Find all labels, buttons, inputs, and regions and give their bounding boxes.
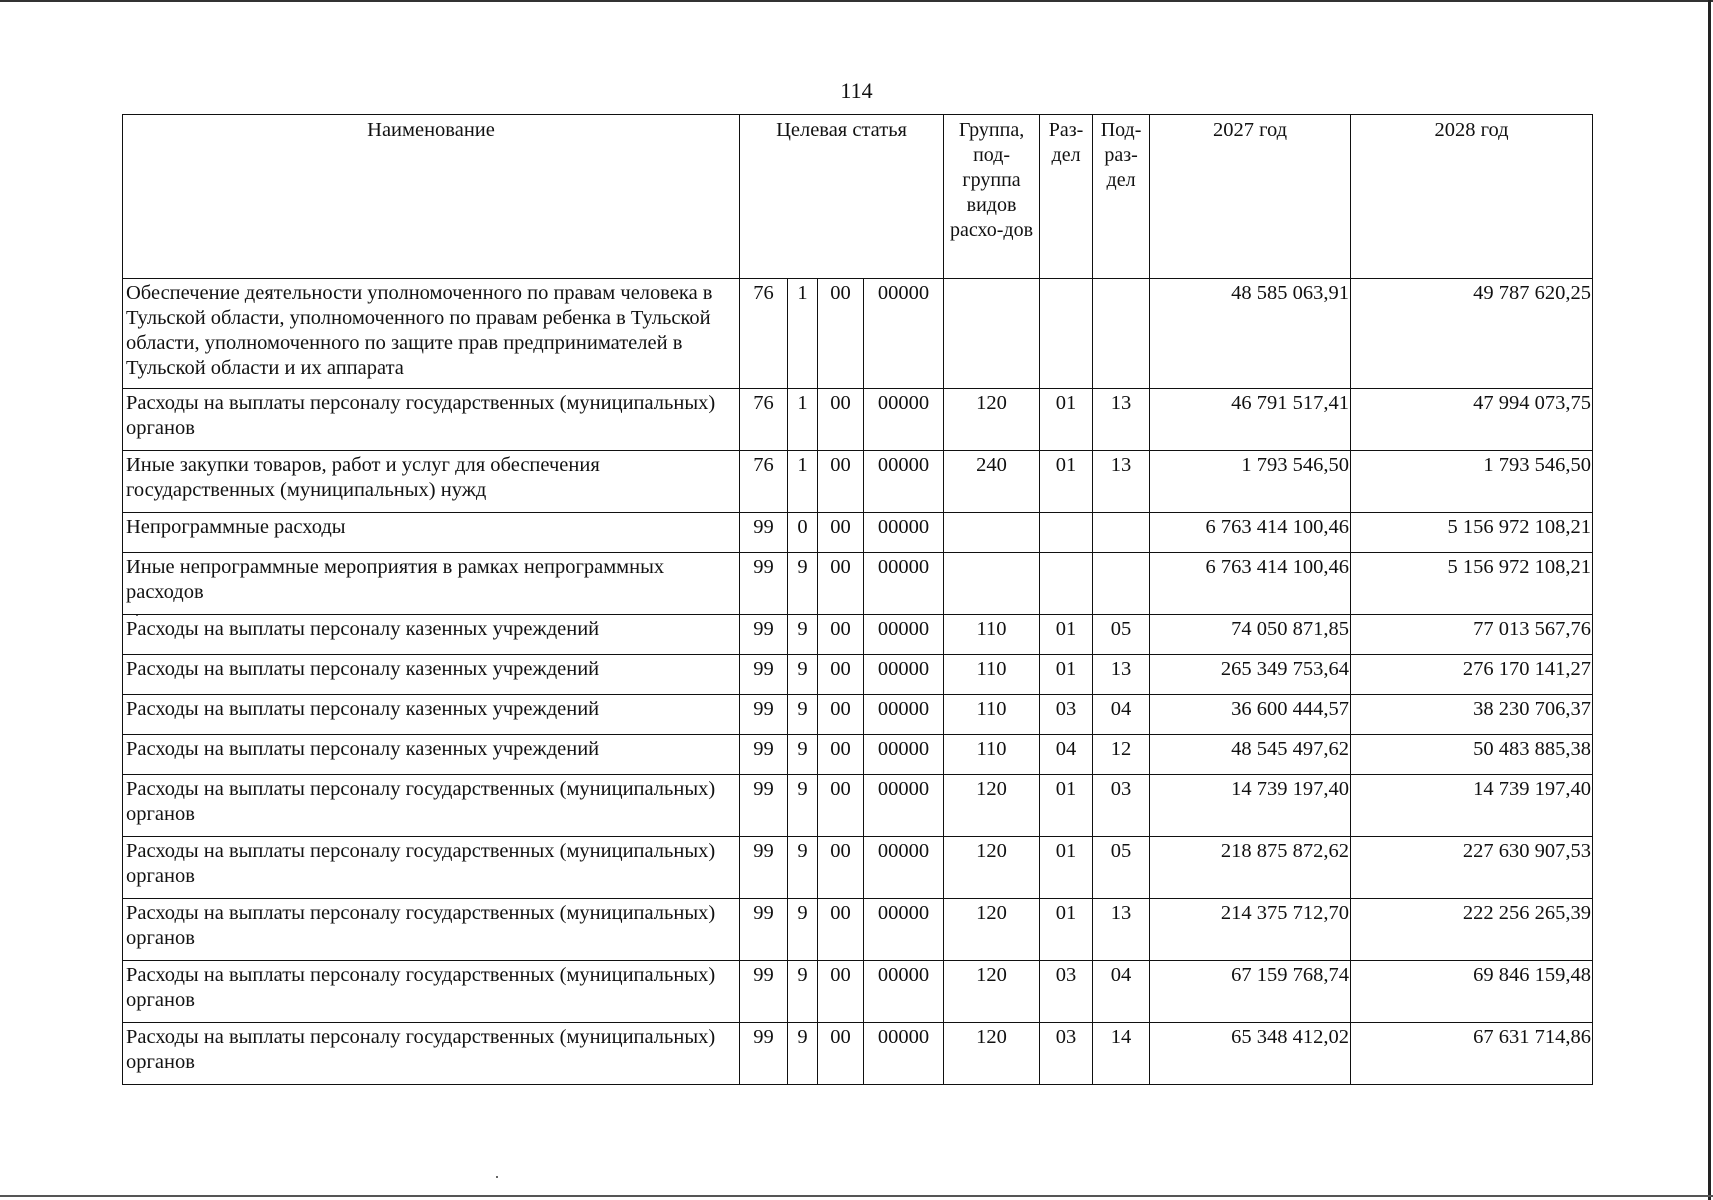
amount-2027: 265 349 753,64 <box>1150 655 1351 695</box>
row-name: Расходы на выплаты персоналу государственных (муниципальных) органов <box>123 899 740 961</box>
target-article-subprogram: 0 <box>788 513 818 553</box>
row-name: Расходы на выплаты персоналу государственных (муниципальных) органов <box>123 961 740 1023</box>
target-article-subprogram: 9 <box>788 837 818 899</box>
target-article-program: 76 <box>740 279 788 389</box>
amount-2027: 1 793 546,50 <box>1150 451 1351 513</box>
amount-2028: 14 739 197,40 <box>1351 775 1593 837</box>
expense-group <box>944 553 1040 615</box>
target-article-subprogram: 9 <box>788 899 818 961</box>
target-article-program: 76 <box>740 389 788 451</box>
row-name: Расходы на выплаты персоналу казенных учреждений <box>123 695 740 735</box>
target-article-program: 99 <box>740 899 788 961</box>
row-name: Иные закупки товаров, работ и услуг для обеспечения государственных (муниципальных) нужд <box>123 451 740 513</box>
subsection: 05 <box>1093 615 1150 655</box>
header-year-2027: 2027 год <box>1150 115 1351 279</box>
amount-2028: 69 846 159,48 <box>1351 961 1593 1023</box>
row-name: Расходы на выплаты персоналу казенных учреждений <box>123 735 740 775</box>
section: 01 <box>1040 451 1093 513</box>
expense-group: 110 <box>944 735 1040 775</box>
section: 01 <box>1040 389 1093 451</box>
target-article-program: 99 <box>740 655 788 695</box>
amount-2027: 6 763 414 100,46 <box>1150 513 1351 553</box>
section: 01 <box>1040 775 1093 837</box>
header-group-text: Группа, под-группа видов расхо-дов <box>950 119 1034 241</box>
table-row <box>123 899 1593 961</box>
amount-2028: 5 156 972 108,21 <box>1351 553 1593 615</box>
table-row <box>123 389 1593 451</box>
amount-2028: 47 994 073,75 <box>1351 389 1593 451</box>
target-article-direction: 00000 <box>864 775 944 837</box>
amount-2027: 14 739 197,40 <box>1150 775 1351 837</box>
target-article-main-event: 00 <box>818 775 864 837</box>
subsection: 13 <box>1093 389 1150 451</box>
target-article-subprogram: 1 <box>788 451 818 513</box>
target-article-direction: 00000 <box>864 695 944 735</box>
amount-2027: 48 585 063,91 <box>1150 279 1351 389</box>
section: 04 <box>1040 735 1093 775</box>
target-article-program: 99 <box>740 553 788 615</box>
amount-2027: 36 600 444,57 <box>1150 695 1351 735</box>
target-article-subprogram: 9 <box>788 1023 818 1085</box>
page-number: 114 <box>840 78 873 103</box>
target-article-direction: 00000 <box>864 451 944 513</box>
section: 01 <box>1040 655 1093 695</box>
amount-2027: 48 545 497,62 <box>1150 735 1351 775</box>
section <box>1040 513 1093 553</box>
expense-group: 110 <box>944 695 1040 735</box>
table-row <box>123 735 1593 775</box>
amount-2028: 67 631 714,86 <box>1351 1023 1593 1085</box>
header-target-article: Целевая статья <box>740 115 944 279</box>
scan-bottom-border <box>0 1195 1713 1197</box>
target-article-direction: 00000 <box>864 735 944 775</box>
table-row <box>123 553 1593 615</box>
row-name: Расходы на выплаты персоналу казенных учреждений <box>123 655 740 695</box>
scan-right-edge <box>1708 0 1711 1200</box>
row-name: Иные непрограммные мероприятия в рамках непрограммных расходов <box>123 553 740 615</box>
row-name: Расходы на выплаты персоналу государственных (муниципальных) органов <box>123 389 740 451</box>
row-name: Расходы на выплаты персоналу государственных (муниципальных) органов <box>123 837 740 899</box>
amount-2028: 5 156 972 108,21 <box>1351 513 1593 553</box>
target-article-main-event: 00 <box>818 837 864 899</box>
target-article-main-event: 00 <box>818 961 864 1023</box>
section: 01 <box>1040 899 1093 961</box>
table-row <box>123 513 1593 553</box>
table-row <box>123 961 1593 1023</box>
target-article-direction: 00000 <box>864 899 944 961</box>
target-article-subprogram: 9 <box>788 961 818 1023</box>
target-article-direction: 00000 <box>864 961 944 1023</box>
target-article-main-event: 00 <box>818 899 864 961</box>
header-section-text: Раз-дел <box>1048 119 1084 166</box>
amount-2027: 6 763 414 100,46 <box>1150 553 1351 615</box>
target-article-main-event: 00 <box>818 735 864 775</box>
expense-group: 240 <box>944 451 1040 513</box>
expense-group: 120 <box>944 837 1040 899</box>
target-article-program: 99 <box>740 735 788 775</box>
subsection: 04 <box>1093 695 1150 735</box>
section: 03 <box>1040 961 1093 1023</box>
header-year-2028: 2028 год <box>1351 115 1593 279</box>
amount-2028: 49 787 620,25 <box>1351 279 1593 389</box>
subsection: 05 <box>1093 837 1150 899</box>
amount-2027: 74 050 871,85 <box>1150 615 1351 655</box>
target-article-direction: 00000 <box>864 655 944 695</box>
scan-speck <box>496 1176 498 1178</box>
expense-group: 120 <box>944 961 1040 1023</box>
expense-group: 120 <box>944 899 1040 961</box>
target-article-direction: 00000 <box>864 513 944 553</box>
target-article-direction: 00000 <box>864 279 944 389</box>
subsection: 13 <box>1093 899 1150 961</box>
target-article-main-event: 00 <box>818 695 864 735</box>
subsection: 13 <box>1093 451 1150 513</box>
target-article-subprogram: 9 <box>788 615 818 655</box>
section: 01 <box>1040 837 1093 899</box>
header-subsection-text: Под-раз-дел <box>1100 119 1142 191</box>
target-article-direction: 00000 <box>864 615 944 655</box>
expense-group <box>944 279 1040 389</box>
target-article-main-event: 00 <box>818 655 864 695</box>
target-article-main-event: 00 <box>818 615 864 655</box>
subsection: 03 <box>1093 775 1150 837</box>
amount-2028: 77 013 567,76 <box>1351 615 1593 655</box>
row-name: Расходы на выплаты персоналу государственных (муниципальных) органов <box>123 775 740 837</box>
target-article-program: 99 <box>740 961 788 1023</box>
target-article-subprogram: 1 <box>788 389 818 451</box>
target-article-subprogram: 9 <box>788 553 818 615</box>
amount-2028: 276 170 141,27 <box>1351 655 1593 695</box>
target-article-main-event: 00 <box>818 553 864 615</box>
target-article-main-event: 00 <box>818 513 864 553</box>
amount-2028: 38 230 706,37 <box>1351 695 1593 735</box>
target-article-direction: 00000 <box>864 553 944 615</box>
table-row <box>123 451 1593 513</box>
target-article-main-event: 00 <box>818 389 864 451</box>
section <box>1040 279 1093 389</box>
target-article-subprogram: 9 <box>788 735 818 775</box>
target-article-subprogram: 9 <box>788 775 818 837</box>
subsection <box>1093 279 1150 389</box>
target-article-program: 99 <box>740 837 788 899</box>
amount-2028: 50 483 885,38 <box>1351 735 1593 775</box>
target-article-direction: 00000 <box>864 837 944 899</box>
target-article-program: 99 <box>740 615 788 655</box>
target-article-subprogram: 1 <box>788 279 818 389</box>
table-row <box>123 775 1593 837</box>
amount-2027: 218 875 872,62 <box>1150 837 1351 899</box>
expense-group: 120 <box>944 389 1040 451</box>
target-article-direction: 00000 <box>864 389 944 451</box>
subsection: 14 <box>1093 1023 1150 1085</box>
table-header-row <box>123 115 1593 279</box>
header-subsection <box>1093 115 1150 279</box>
amount-2027: 46 791 517,41 <box>1150 389 1351 451</box>
header-section <box>1040 115 1093 279</box>
table-row <box>123 695 1593 735</box>
amount-2027: 214 375 712,70 <box>1150 899 1351 961</box>
section <box>1040 553 1093 615</box>
subsection: 13 <box>1093 655 1150 695</box>
table-row <box>123 615 1593 655</box>
target-article-program: 99 <box>740 775 788 837</box>
amount-2028: 227 630 907,53 <box>1351 837 1593 899</box>
target-article-program: 76 <box>740 451 788 513</box>
target-article-main-event: 00 <box>818 451 864 513</box>
row-name: Расходы на выплаты персоналу казенных учреждений <box>123 615 740 655</box>
table-row <box>123 655 1593 695</box>
expense-group <box>944 513 1040 553</box>
amount-2028: 222 256 265,39 <box>1351 899 1593 961</box>
expense-group: 110 <box>944 655 1040 695</box>
amount-2028: 1 793 546,50 <box>1351 451 1593 513</box>
row-name: Расходы на выплаты персоналу государственных (муниципальных) органов <box>123 1023 740 1085</box>
header-name: Наименование <box>123 115 740 279</box>
target-article-main-event: 00 <box>818 279 864 389</box>
target-article-subprogram: 9 <box>788 695 818 735</box>
expense-group: 120 <box>944 1023 1040 1085</box>
subsection: 04 <box>1093 961 1150 1023</box>
budget-table <box>122 114 1593 1085</box>
section: 01 <box>1040 615 1093 655</box>
target-article-program: 99 <box>740 695 788 735</box>
scan-top-border <box>0 0 1713 2</box>
row-name: Обеспечение деятельности уполномоченного по правам человека в Тульской области, уполномоченного по правам ребенка в Тульской области, уполномоченного по защите прав предпринимателей в Тульской области и их аппарата <box>123 279 740 389</box>
amount-2027: 65 348 412,02 <box>1150 1023 1351 1085</box>
row-name: Непрограммные расходы <box>123 513 740 553</box>
expense-group: 110 <box>944 615 1040 655</box>
expense-group: 120 <box>944 775 1040 837</box>
subsection <box>1093 553 1150 615</box>
target-article-program: 99 <box>740 513 788 553</box>
target-article-main-event: 00 <box>818 1023 864 1085</box>
table-row <box>123 279 1593 389</box>
table-body <box>123 279 1593 1085</box>
amount-2027: 67 159 768,74 <box>1150 961 1351 1023</box>
target-article-direction: 00000 <box>864 1023 944 1085</box>
subsection: 12 <box>1093 735 1150 775</box>
subsection <box>1093 513 1150 553</box>
target-article-subprogram: 9 <box>788 655 818 695</box>
table-row <box>123 837 1593 899</box>
section: 03 <box>1040 1023 1093 1085</box>
table-row <box>123 1023 1593 1085</box>
header-group <box>944 115 1040 279</box>
target-article-program: 99 <box>740 1023 788 1085</box>
section: 03 <box>1040 695 1093 735</box>
